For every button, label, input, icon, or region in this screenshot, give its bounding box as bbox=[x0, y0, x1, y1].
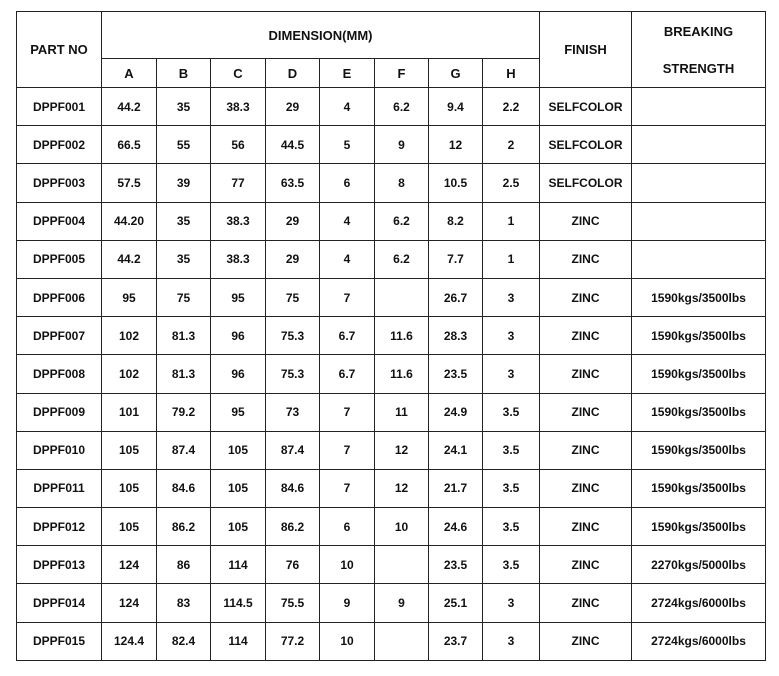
dim-c-cell: 38.3 bbox=[211, 88, 266, 126]
dim-b-cell: 81.3 bbox=[157, 355, 211, 393]
dim-a-cell: 44.2 bbox=[102, 88, 157, 126]
finish-cell: SELFCOLOR bbox=[540, 88, 632, 126]
table-row bbox=[17, 202, 766, 240]
part-no-cell: DPPF002 bbox=[17, 126, 102, 164]
dim-f-cell: 6.2 bbox=[375, 240, 429, 278]
dim-g-cell: 12 bbox=[429, 126, 483, 164]
dim-g-cell: 7.7 bbox=[429, 240, 483, 278]
dim-c-cell: 38.3 bbox=[211, 240, 266, 278]
breaking-strength-cell: 1590kgs/3500lbs bbox=[632, 317, 766, 355]
finish-cell: SELFCOLOR bbox=[540, 126, 632, 164]
dim-h-cell: 3 bbox=[483, 622, 540, 660]
finish-header: FINISH bbox=[540, 12, 632, 88]
dim-d-cell: 29 bbox=[266, 88, 320, 126]
finish-cell: ZINC bbox=[540, 546, 632, 584]
finish-cell: ZINC bbox=[540, 202, 632, 240]
dim-b-cell: 83 bbox=[157, 584, 211, 622]
dim-g-cell: 24.9 bbox=[429, 393, 483, 431]
dim-d-cell: 44.5 bbox=[266, 126, 320, 164]
dim-a-cell: 124 bbox=[102, 584, 157, 622]
dim-b-cell: 35 bbox=[157, 240, 211, 278]
dim-a-cell: 124 bbox=[102, 546, 157, 584]
table-row bbox=[17, 278, 766, 316]
dim-g-cell: 26.7 bbox=[429, 278, 483, 316]
dim-g-cell: 10.5 bbox=[429, 164, 483, 202]
dim-g-cell: 9.4 bbox=[429, 88, 483, 126]
dim-g-cell: 24.1 bbox=[429, 431, 483, 469]
dim-f-cell bbox=[375, 622, 429, 660]
breaking-strength-cell: 1590kgs/3500lbs bbox=[632, 278, 766, 316]
dim-d-cell: 86.2 bbox=[266, 508, 320, 546]
dim-e-cell: 4 bbox=[320, 88, 375, 126]
breaking-strength-cell bbox=[632, 88, 766, 126]
dim-a-header: A bbox=[102, 59, 157, 88]
dim-c-cell: 114 bbox=[211, 546, 266, 584]
part-no-cell: DPPF005 bbox=[17, 240, 102, 278]
dim-a-cell: 105 bbox=[102, 431, 157, 469]
dim-e-cell: 6.7 bbox=[320, 355, 375, 393]
dim-b-cell: 35 bbox=[157, 202, 211, 240]
finish-cell: ZINC bbox=[540, 622, 632, 660]
dim-f-cell: 12 bbox=[375, 431, 429, 469]
dim-g-cell: 28.3 bbox=[429, 317, 483, 355]
dim-c-cell: 114.5 bbox=[211, 584, 266, 622]
breaking-strength-cell: 1590kgs/3500lbs bbox=[632, 393, 766, 431]
dim-c-cell: 95 bbox=[211, 393, 266, 431]
dim-d-cell: 84.6 bbox=[266, 469, 320, 507]
dim-a-cell: 102 bbox=[102, 317, 157, 355]
breaking-strength-cell: 1590kgs/3500lbs bbox=[632, 431, 766, 469]
finish-cell: ZINC bbox=[540, 355, 632, 393]
dim-e-cell: 7 bbox=[320, 278, 375, 316]
part-no-cell: DPPF003 bbox=[17, 164, 102, 202]
spec-table bbox=[16, 11, 766, 661]
dim-f-cell: 9 bbox=[375, 584, 429, 622]
table-row bbox=[17, 240, 766, 278]
breaking-strength-cell: 2724kgs/6000lbs bbox=[632, 584, 766, 622]
finish-cell: ZINC bbox=[540, 431, 632, 469]
part-no-cell: DPPF012 bbox=[17, 508, 102, 546]
breaking-strength-cell: 1590kgs/3500lbs bbox=[632, 508, 766, 546]
dim-f-cell: 11 bbox=[375, 393, 429, 431]
dim-b-cell: 75 bbox=[157, 278, 211, 316]
table-row bbox=[17, 584, 766, 622]
dim-d-cell: 73 bbox=[266, 393, 320, 431]
table-row bbox=[17, 126, 766, 164]
dim-d-cell: 29 bbox=[266, 240, 320, 278]
dim-h-cell: 3.5 bbox=[483, 431, 540, 469]
dim-g-cell: 21.7 bbox=[429, 469, 483, 507]
finish-cell: ZINC bbox=[540, 393, 632, 431]
table-row bbox=[17, 317, 766, 355]
finish-cell: ZINC bbox=[540, 584, 632, 622]
breaking-strength-line2: STRENGTH bbox=[662, 60, 735, 76]
dim-a-cell: 105 bbox=[102, 508, 157, 546]
dim-b-cell: 81.3 bbox=[157, 317, 211, 355]
dim-g-cell: 24.6 bbox=[429, 508, 483, 546]
part-no-cell: DPPF013 bbox=[17, 546, 102, 584]
part-no-header: PART NO bbox=[17, 12, 102, 88]
dim-d-cell: 75.3 bbox=[266, 317, 320, 355]
dim-g-cell: 8.2 bbox=[429, 202, 483, 240]
dim-f-cell: 12 bbox=[375, 469, 429, 507]
table-row bbox=[17, 355, 766, 393]
breaking-strength-cell: 2270kgs/5000lbs bbox=[632, 546, 766, 584]
dim-b-cell: 84.6 bbox=[157, 469, 211, 507]
dim-h-cell: 2.2 bbox=[483, 88, 540, 126]
dim-c-cell: 96 bbox=[211, 355, 266, 393]
finish-cell: ZINC bbox=[540, 240, 632, 278]
dim-g-cell: 23.7 bbox=[429, 622, 483, 660]
dim-a-cell: 66.5 bbox=[102, 126, 157, 164]
finish-cell: ZINC bbox=[540, 278, 632, 316]
dim-b-cell: 79.2 bbox=[157, 393, 211, 431]
dim-a-cell: 95 bbox=[102, 278, 157, 316]
dim-e-cell: 6.7 bbox=[320, 317, 375, 355]
part-no-cell: DPPF001 bbox=[17, 88, 102, 126]
part-no-cell: DPPF004 bbox=[17, 202, 102, 240]
table-row bbox=[17, 164, 766, 202]
dim-g-cell: 23.5 bbox=[429, 355, 483, 393]
dim-b-header: B bbox=[157, 59, 211, 88]
dim-f-cell: 6.2 bbox=[375, 202, 429, 240]
dim-e-cell: 4 bbox=[320, 240, 375, 278]
dim-h-header: H bbox=[483, 59, 540, 88]
table-row bbox=[17, 508, 766, 546]
dim-d-cell: 75.5 bbox=[266, 584, 320, 622]
finish-cell: ZINC bbox=[540, 317, 632, 355]
dim-d-cell: 63.5 bbox=[266, 164, 320, 202]
table-row bbox=[17, 431, 766, 469]
dim-b-cell: 35 bbox=[157, 88, 211, 126]
dim-b-cell: 55 bbox=[157, 126, 211, 164]
dim-e-cell: 10 bbox=[320, 546, 375, 584]
breaking-strength-cell bbox=[632, 126, 766, 164]
part-no-cell: DPPF008 bbox=[17, 355, 102, 393]
finish-cell: ZINC bbox=[540, 469, 632, 507]
dim-f-cell: 6.2 bbox=[375, 88, 429, 126]
dim-h-cell: 3.5 bbox=[483, 469, 540, 507]
dim-f-cell: 11.6 bbox=[375, 317, 429, 355]
breaking-strength-cell: 1590kgs/3500lbs bbox=[632, 469, 766, 507]
dim-g-cell: 25.1 bbox=[429, 584, 483, 622]
dim-h-cell: 3 bbox=[483, 584, 540, 622]
finish-cell: SELFCOLOR bbox=[540, 164, 632, 202]
dim-h-cell: 3 bbox=[483, 355, 540, 393]
part-no-cell: DPPF014 bbox=[17, 584, 102, 622]
dim-f-header: F bbox=[375, 59, 429, 88]
dim-b-cell: 87.4 bbox=[157, 431, 211, 469]
breaking-strength-cell: 2724kgs/6000lbs bbox=[632, 622, 766, 660]
dim-d-header: D bbox=[266, 59, 320, 88]
dim-c-cell: 96 bbox=[211, 317, 266, 355]
table-body bbox=[17, 88, 766, 661]
dim-g-cell: 23.5 bbox=[429, 546, 483, 584]
dim-c-header: C bbox=[211, 59, 266, 88]
part-no-cell: DPPF010 bbox=[17, 431, 102, 469]
dim-d-cell: 75 bbox=[266, 278, 320, 316]
dim-f-cell: 10 bbox=[375, 508, 429, 546]
dim-f-cell: 9 bbox=[375, 126, 429, 164]
part-no-cell: DPPF007 bbox=[17, 317, 102, 355]
dim-a-cell: 124.4 bbox=[102, 622, 157, 660]
dim-e-cell: 4 bbox=[320, 202, 375, 240]
dim-a-cell: 102 bbox=[102, 355, 157, 393]
dim-g-header: G bbox=[429, 59, 483, 88]
dim-e-cell: 10 bbox=[320, 622, 375, 660]
dim-b-cell: 82.4 bbox=[157, 622, 211, 660]
dim-a-cell: 44.2 bbox=[102, 240, 157, 278]
dim-e-header: E bbox=[320, 59, 375, 88]
dim-c-cell: 105 bbox=[211, 469, 266, 507]
dim-h-cell: 3 bbox=[483, 278, 540, 316]
table-row bbox=[17, 469, 766, 507]
dim-h-cell: 3.5 bbox=[483, 546, 540, 584]
dim-d-cell: 29 bbox=[266, 202, 320, 240]
breaking-strength-cell: 1590kgs/3500lbs bbox=[632, 355, 766, 393]
dim-c-cell: 95 bbox=[211, 278, 266, 316]
dim-h-cell: 3.5 bbox=[483, 508, 540, 546]
dim-d-cell: 77.2 bbox=[266, 622, 320, 660]
dim-c-cell: 105 bbox=[211, 508, 266, 546]
dim-e-cell: 7 bbox=[320, 393, 375, 431]
dim-c-cell: 105 bbox=[211, 431, 266, 469]
dim-e-cell: 7 bbox=[320, 431, 375, 469]
dim-a-cell: 57.5 bbox=[102, 164, 157, 202]
dim-h-cell: 1 bbox=[483, 240, 540, 278]
dim-h-cell: 3.5 bbox=[483, 393, 540, 431]
breaking-strength-cell bbox=[632, 164, 766, 202]
breaking-strength-line1: BREAKING bbox=[663, 23, 734, 39]
table-row bbox=[17, 393, 766, 431]
dim-c-cell: 56 bbox=[211, 126, 266, 164]
part-no-cell: DPPF011 bbox=[17, 469, 102, 507]
finish-cell: ZINC bbox=[540, 508, 632, 546]
dim-f-cell: 8 bbox=[375, 164, 429, 202]
breaking-strength-cell bbox=[632, 240, 766, 278]
dim-f-cell: 11.6 bbox=[375, 355, 429, 393]
dim-f-cell bbox=[375, 546, 429, 584]
dim-b-cell: 86 bbox=[157, 546, 211, 584]
dim-b-cell: 39 bbox=[157, 164, 211, 202]
dim-d-cell: 87.4 bbox=[266, 431, 320, 469]
part-no-cell: DPPF006 bbox=[17, 278, 102, 316]
dim-e-cell: 6 bbox=[320, 508, 375, 546]
dim-d-cell: 76 bbox=[266, 546, 320, 584]
dim-c-cell: 114 bbox=[211, 622, 266, 660]
table-row bbox=[17, 88, 766, 126]
table-row bbox=[17, 546, 766, 584]
dim-d-cell: 75.3 bbox=[266, 355, 320, 393]
part-no-cell: DPPF015 bbox=[17, 622, 102, 660]
breaking-strength-cell bbox=[632, 202, 766, 240]
dim-a-cell: 44.20 bbox=[102, 202, 157, 240]
dim-h-cell: 2 bbox=[483, 126, 540, 164]
dim-h-cell: 3 bbox=[483, 317, 540, 355]
breaking-strength-header bbox=[632, 12, 766, 88]
dimension-header: DIMENSION(MM) bbox=[102, 12, 540, 59]
dim-f-cell bbox=[375, 278, 429, 316]
dim-h-cell: 2.5 bbox=[483, 164, 540, 202]
dim-e-cell: 5 bbox=[320, 126, 375, 164]
table-row bbox=[17, 622, 766, 660]
part-no-cell: DPPF009 bbox=[17, 393, 102, 431]
dim-c-cell: 38.3 bbox=[211, 202, 266, 240]
dim-c-cell: 77 bbox=[211, 164, 266, 202]
dim-b-cell: 86.2 bbox=[157, 508, 211, 546]
dim-e-cell: 6 bbox=[320, 164, 375, 202]
dim-a-cell: 101 bbox=[102, 393, 157, 431]
dim-e-cell: 9 bbox=[320, 584, 375, 622]
dim-a-cell: 105 bbox=[102, 469, 157, 507]
dim-h-cell: 1 bbox=[483, 202, 540, 240]
dim-e-cell: 7 bbox=[320, 469, 375, 507]
